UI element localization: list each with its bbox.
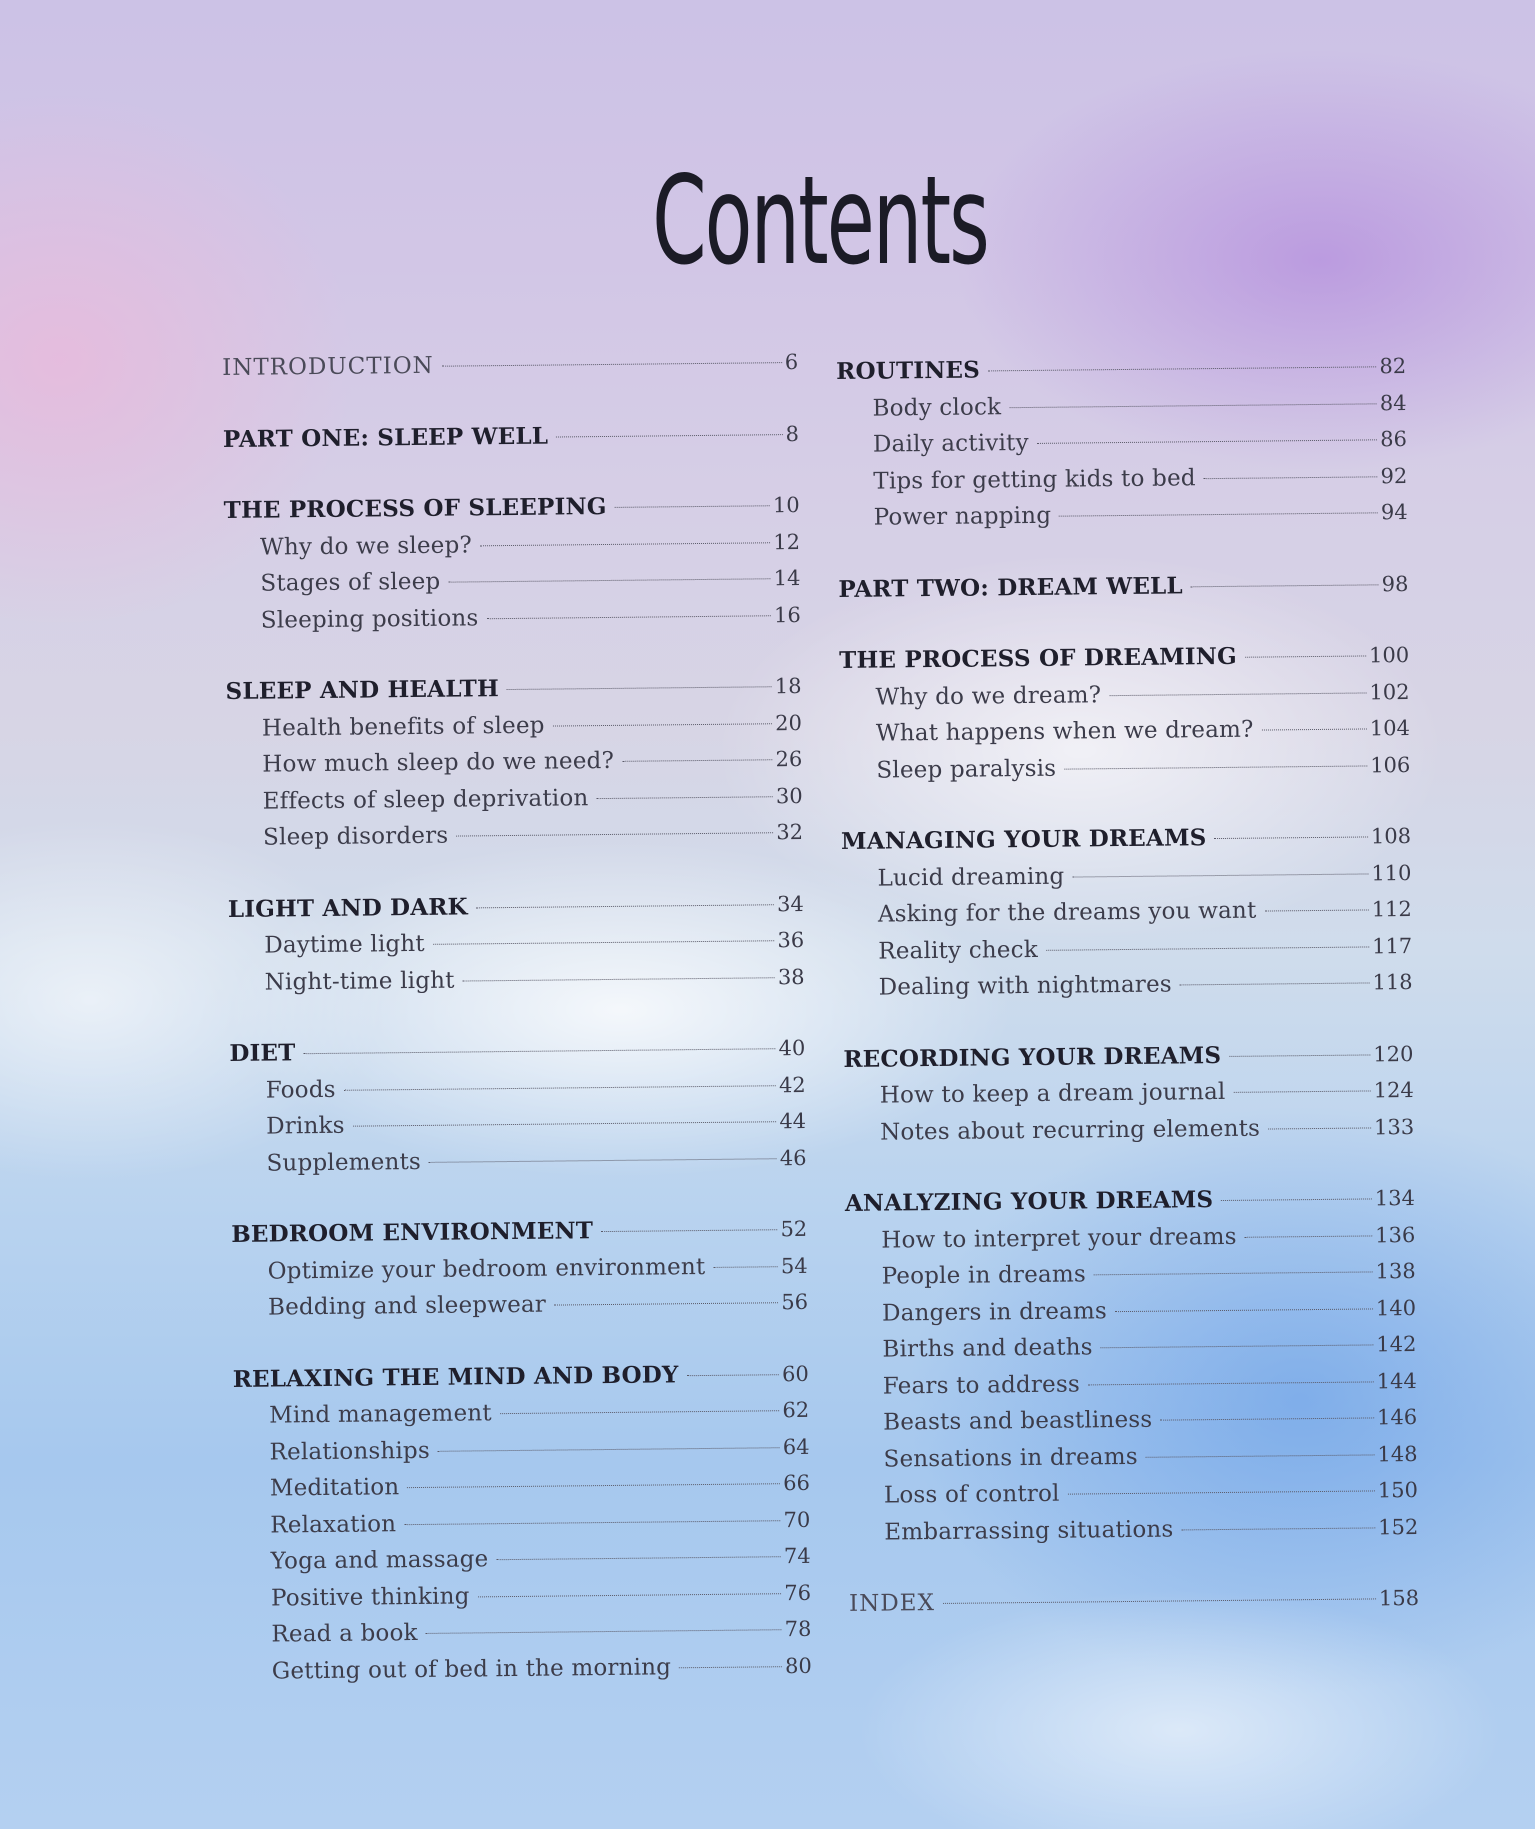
- toc-page-number: 117: [1372, 933, 1413, 958]
- toc-page-number: 6: [784, 349, 799, 375]
- page-title-text: Contents: [652, 150, 988, 292]
- toc-entry-label: INTRODUCTION: [222, 352, 434, 381]
- toc-entry-label: People in dreams: [881, 1261, 1087, 1290]
- dot-leader: [988, 366, 1376, 371]
- toc-entry-label: Health benefits of sleep: [261, 712, 545, 742]
- toc-entry-label: What happens when we dream?: [875, 716, 1254, 747]
- toc-entry-label: How to keep a dream journal: [879, 1078, 1226, 1109]
- toc-page-number: 108: [1370, 824, 1412, 849]
- toc-entry: [230, 1103, 806, 1146]
- toc-entry-label: Supplements: [266, 1148, 422, 1177]
- toc-entry: [228, 958, 804, 1001]
- toc-entry: [844, 1072, 1414, 1114]
- toc-page-number: 60: [781, 1361, 809, 1386]
- toc-section-heading: [836, 348, 1406, 390]
- toc-entry-label: Meditation: [269, 1474, 400, 1502]
- dot-leader: [1229, 1054, 1370, 1056]
- toc-entry-label: Tips for getting kids to bed: [873, 464, 1196, 495]
- toc-entry-label: ANALYZING YOUR DREAMS: [844, 1186, 1214, 1217]
- toc-entry-label: Fears to address: [882, 1371, 1081, 1400]
- toc-page-number: 54: [780, 1253, 808, 1278]
- toc-entry: [837, 458, 1407, 500]
- toc-entry-label: PART ONE: SLEEP WELL: [222, 422, 549, 453]
- toc-section: [845, 1180, 1419, 1551]
- dot-leader: [615, 505, 770, 508]
- toc-section: [225, 668, 803, 857]
- toc-page-number: 64: [782, 1434, 810, 1459]
- toc-entry: [233, 1392, 809, 1435]
- toc-entry: [846, 1326, 1416, 1368]
- toc-entry-label: Reality check: [878, 936, 1039, 965]
- toc-entry-label: Loss of control: [883, 1480, 1060, 1509]
- toc-page-number: 138: [1375, 1258, 1416, 1284]
- toc-page-number: 158: [1378, 1585, 1420, 1611]
- toc-entry-label: Why do we sleep?: [259, 531, 473, 561]
- toc-section-heading: [229, 1030, 805, 1073]
- dot-leader: [1234, 1090, 1371, 1092]
- toc-page-number: 136: [1375, 1222, 1416, 1247]
- toc-entry: [234, 1465, 810, 1508]
- toc-section: [223, 487, 800, 639]
- toc-page-number: 146: [1376, 1404, 1418, 1430]
- toc-page-number: 134: [1374, 1185, 1415, 1211]
- toc-entry-label: Lucid dreaming: [877, 863, 1065, 892]
- toc-page-number: 80: [784, 1653, 812, 1678]
- toc-page-number: 84: [1379, 390, 1407, 415]
- toc-page-number: 66: [783, 1470, 811, 1496]
- toc-page-number: 110: [1371, 860, 1412, 885]
- toc-entry-label: MANAGING YOUR DREAMS: [840, 824, 1207, 855]
- dot-leader: [1064, 765, 1367, 769]
- toc-entry: [226, 704, 802, 747]
- dot-leader: [1088, 1381, 1374, 1385]
- page-title: [295, 150, 1345, 292]
- toc-entry: [230, 1139, 806, 1182]
- dot-leader: [1264, 909, 1368, 911]
- toc-entry-label: How to interpret your dreams: [881, 1223, 1237, 1254]
- toc-entry: [225, 596, 801, 639]
- toc-section-heading: [223, 487, 799, 530]
- dot-leader: [456, 832, 773, 836]
- toc-entry: [848, 1472, 1418, 1514]
- toc-section-heading: [838, 566, 1408, 608]
- toc-entry-label: Drinks: [265, 1112, 345, 1140]
- dot-leader: [556, 434, 782, 437]
- toc-entry-label: THE PROCESS OF DREAMING: [839, 642, 1238, 674]
- toc-entry-label: Notes about recurring elements: [880, 1115, 1261, 1146]
- toc-page-number: 118: [1372, 969, 1413, 995]
- toc-section-heading: [849, 1580, 1419, 1622]
- dot-leader: [1146, 1454, 1375, 1457]
- toc-section-heading: [841, 818, 1411, 860]
- dot-leader: [426, 1629, 782, 1634]
- toc-entry-label: Dealing with nightmares: [878, 971, 1172, 1001]
- dot-leader: [407, 1483, 780, 1488]
- toc-page-number: 32: [776, 819, 804, 845]
- toc-section: [839, 637, 1410, 789]
- toc-page-number: 98: [1381, 571, 1409, 596]
- dot-leader: [622, 759, 773, 762]
- toc-entry: [235, 1538, 811, 1581]
- toc-page-number: 36: [777, 927, 805, 953]
- dot-leader: [353, 1121, 777, 1126]
- toc-section: [231, 1211, 808, 1327]
- toc-page-number: 120: [1373, 1041, 1414, 1066]
- toc-page-number: 92: [1380, 463, 1408, 488]
- toc-page-number: 16: [773, 602, 801, 627]
- toc-entry-label: Getting out of bed in the morning: [271, 1653, 672, 1685]
- toc-page-number: 144: [1376, 1368, 1417, 1393]
- toc-entry: [235, 1611, 811, 1654]
- toc-entry: [844, 1108, 1414, 1150]
- dot-leader: [1109, 692, 1366, 696]
- dot-leader: [554, 1302, 778, 1305]
- toc-page-number: 56: [781, 1289, 809, 1315]
- toc-entry-label: Sleeping positions: [260, 604, 479, 634]
- dot-leader: [1262, 728, 1367, 730]
- toc-entry: [233, 1428, 809, 1471]
- toc-page-number: 74: [783, 1543, 811, 1569]
- toc-entry-label: Bedding and sleepwear: [267, 1291, 547, 1321]
- toc-entry-label: Optimize your bedroom environment: [267, 1253, 706, 1285]
- toc-page-number: 34: [776, 891, 804, 916]
- dot-leader: [429, 1158, 777, 1163]
- toc-page-number: 82: [1379, 354, 1407, 379]
- toc-page-number: 70: [783, 1507, 811, 1532]
- toc-entry: [847, 1399, 1417, 1441]
- toc-page-number: 30: [775, 783, 803, 808]
- toc-section-heading: [223, 415, 799, 458]
- toc-entry-label: PART TWO: DREAM WELL: [838, 571, 1183, 603]
- toc-entry-label: ROUTINES: [836, 356, 981, 385]
- toc-section: [838, 566, 1408, 608]
- toc-entry-label: Daily activity: [872, 429, 1029, 458]
- toc-entry: [842, 964, 1412, 1006]
- toc-entry: [235, 1574, 811, 1617]
- toc-entry-label: Embarrassing situations: [884, 1516, 1174, 1546]
- toc-page-number: 40: [778, 1035, 806, 1061]
- toc-section-heading: [843, 1035, 1413, 1077]
- toc-page-number: 14: [773, 565, 801, 591]
- toc-entry-label: INDEX: [848, 1590, 936, 1617]
- toc-entry: [234, 1501, 810, 1544]
- dot-leader: [1072, 873, 1368, 877]
- toc-entry-label: Daytime light: [264, 930, 425, 959]
- dot-leader: [1268, 1127, 1371, 1129]
- toc-entry: [838, 494, 1408, 536]
- dot-leader: [304, 1048, 776, 1054]
- dot-leader: [448, 578, 770, 582]
- toc-page-number: 12: [773, 529, 801, 554]
- toc-entry-label: Dangers in dreams: [881, 1297, 1108, 1327]
- toc-page-number: 52: [780, 1216, 808, 1242]
- toc-left-column: [222, 344, 812, 1690]
- toc-page-number: 76: [784, 1580, 812, 1605]
- toc-right-column: [836, 348, 1419, 1622]
- toc-page-number: 26: [775, 746, 803, 772]
- dot-leader: [596, 796, 773, 799]
- toc-entry-label: Read a book: [271, 1620, 418, 1648]
- toc-page-number: 148: [1377, 1441, 1418, 1466]
- toc-section-heading: [231, 1211, 807, 1254]
- dot-leader: [438, 1447, 780, 1452]
- toc-section: [843, 1035, 1414, 1150]
- toc-entry: [842, 927, 1412, 969]
- toc-section-heading: [233, 1355, 809, 1398]
- toc-page-number: 142: [1376, 1331, 1417, 1357]
- toc-entry-label: Sleep disorders: [262, 822, 449, 851]
- toc-entry: [846, 1289, 1416, 1331]
- dot-leader: [1101, 1344, 1374, 1348]
- toc-entry: [226, 741, 802, 784]
- toc-entry: [845, 1216, 1415, 1258]
- dot-leader: [507, 686, 772, 690]
- toc-entry: [837, 421, 1407, 463]
- dot-leader: [1221, 1198, 1372, 1201]
- dot-leader: [1046, 946, 1369, 950]
- toc-entry: [840, 710, 1410, 752]
- toc-entry: [228, 922, 804, 965]
- dot-leader: [1245, 655, 1366, 657]
- toc-entry-label: Stages of sleep: [260, 568, 441, 597]
- toc-entry: [840, 747, 1410, 789]
- dot-leader: [433, 940, 775, 945]
- dot-leader: [1068, 1490, 1375, 1494]
- toc-entry-label: RECORDING YOUR DREAMS: [843, 1041, 1222, 1073]
- toc-entry-label: Night-time light: [264, 967, 455, 996]
- toc-section: [836, 348, 1408, 536]
- toc-entry: [224, 523, 800, 566]
- toc-page-number: 140: [1375, 1295, 1417, 1320]
- dot-leader: [1009, 403, 1377, 408]
- dot-leader: [344, 1085, 776, 1091]
- toc-entry: [224, 560, 800, 603]
- toc-entry-label: DIET: [229, 1039, 296, 1067]
- toc-page-number: 10: [772, 492, 800, 518]
- toc-page-number: 124: [1373, 1077, 1414, 1103]
- toc-entry-label: Sleep paralysis: [876, 755, 1057, 784]
- toc-entry-label: BEDROOM ENVIRONMENT: [231, 1217, 594, 1248]
- dot-leader: [943, 1598, 1376, 1604]
- toc-page-number: 18: [774, 673, 802, 699]
- dot-leader: [553, 723, 773, 726]
- toc-page-number: 106: [1370, 752, 1411, 777]
- toc-page-number: 100: [1368, 643, 1410, 668]
- toc-entry: [227, 814, 803, 857]
- toc-entry-label: Positive thinking: [270, 1582, 470, 1612]
- toc-entry-label: LIGHT AND DARK: [227, 892, 468, 923]
- toc-entry: [841, 855, 1411, 897]
- toc-entry-label: Effects of sleep deprivation: [262, 784, 589, 815]
- toc-entry: [839, 674, 1409, 716]
- dot-leader: [679, 1666, 782, 1668]
- dot-leader: [1037, 439, 1378, 444]
- toc-page-number: 102: [1369, 679, 1410, 704]
- toc-page-number: 42: [778, 1072, 806, 1097]
- toc-page-number: 44: [779, 1108, 807, 1134]
- toc-section-heading: [845, 1180, 1415, 1222]
- toc-entry-label: Foods: [265, 1076, 336, 1104]
- toc-entry-label: Yoga and massage: [270, 1546, 489, 1575]
- toc-page-number: 112: [1371, 897, 1412, 922]
- dot-leader: [442, 362, 782, 367]
- toc-entry-label: Body clock: [872, 393, 1002, 422]
- toc-entry-label: SLEEP AND HEALTH: [225, 675, 500, 705]
- dot-leader: [496, 1556, 781, 1560]
- dot-leader: [404, 1520, 780, 1525]
- dot-leader: [1214, 836, 1368, 839]
- toc-section: [849, 1580, 1419, 1622]
- dot-leader: [1204, 476, 1378, 479]
- dot-leader: [601, 1229, 777, 1232]
- toc-page-number: 133: [1373, 1114, 1415, 1139]
- toc-page-number: 20: [775, 710, 803, 735]
- dot-leader: [713, 1266, 778, 1268]
- dot-leader: [1059, 512, 1378, 516]
- dot-leader: [480, 542, 770, 546]
- toc-entry: [232, 1284, 808, 1327]
- toc-entry-label: Power napping: [873, 502, 1052, 531]
- toc-entry: [227, 777, 803, 820]
- toc-entry-label: Mind management: [269, 1400, 492, 1429]
- toc-entry: [842, 891, 1412, 933]
- toc-page-number: 150: [1377, 1477, 1419, 1503]
- dot-leader: [486, 615, 771, 619]
- toc-page-number: 38: [777, 964, 805, 989]
- toc-section-heading: [225, 668, 801, 711]
- toc-entry: [236, 1647, 812, 1690]
- toc-entry: [848, 1508, 1418, 1550]
- dot-leader: [1181, 1527, 1375, 1530]
- toc-entry-label: Why do we dream?: [875, 681, 1102, 711]
- toc-section: [841, 818, 1413, 1006]
- toc-entry-label: THE PROCESS OF SLEEPING: [223, 492, 607, 524]
- toc-section: [223, 415, 799, 458]
- dot-leader: [500, 1410, 780, 1414]
- toc-entry-label: Sensations in dreams: [883, 1443, 1138, 1473]
- toc-page-number: 86: [1380, 427, 1408, 452]
- toc-entry-label: Beasts and beastliness: [883, 1406, 1153, 1436]
- toc-section-heading: [222, 344, 798, 387]
- dot-leader: [1191, 584, 1379, 587]
- toc-page-number: 152: [1378, 1514, 1419, 1539]
- toc-entry: [847, 1362, 1417, 1404]
- dot-leader: [1160, 1417, 1374, 1420]
- toc-entry-label: Births and deaths: [882, 1334, 1093, 1363]
- dot-leader: [1094, 1271, 1373, 1275]
- toc-page-number: 78: [784, 1616, 812, 1642]
- toc-entry: [230, 1066, 806, 1109]
- toc-page-number: 8: [785, 421, 800, 446]
- toc-section-heading: [228, 885, 804, 928]
- dot-leader: [463, 977, 775, 981]
- toc-page-number: 62: [782, 1397, 810, 1423]
- dot-leader: [1245, 1235, 1372, 1237]
- toc-entry-label: RELAXING THE MIND AND BODY: [232, 1360, 679, 1393]
- dot-leader: [476, 904, 774, 908]
- toc-entry-label: How much sleep do we need?: [262, 747, 615, 778]
- toc-page-number: 94: [1380, 500, 1408, 525]
- toc-entry: [847, 1435, 1417, 1477]
- dot-leader: [1115, 1308, 1373, 1312]
- toc-entry-label: Relaxation: [270, 1510, 397, 1539]
- toc-section: [233, 1355, 812, 1690]
- toc-section: [222, 344, 798, 387]
- toc-entry-label: Asking for the dreams you want: [877, 897, 1257, 928]
- toc-section: [228, 885, 805, 1001]
- dot-leader: [478, 1593, 782, 1597]
- toc-section: [229, 1030, 806, 1182]
- toc-page-number: 46: [779, 1145, 807, 1170]
- toc-page-number: 104: [1369, 716, 1411, 741]
- toc-section-heading: [839, 637, 1409, 679]
- toc-entry-label: Relationships: [269, 1437, 431, 1466]
- dot-leader: [687, 1374, 779, 1376]
- toc-entry: [836, 385, 1406, 427]
- dot-leader: [1180, 982, 1370, 985]
- toc-entry: [845, 1253, 1415, 1295]
- toc-entry: [231, 1247, 807, 1290]
